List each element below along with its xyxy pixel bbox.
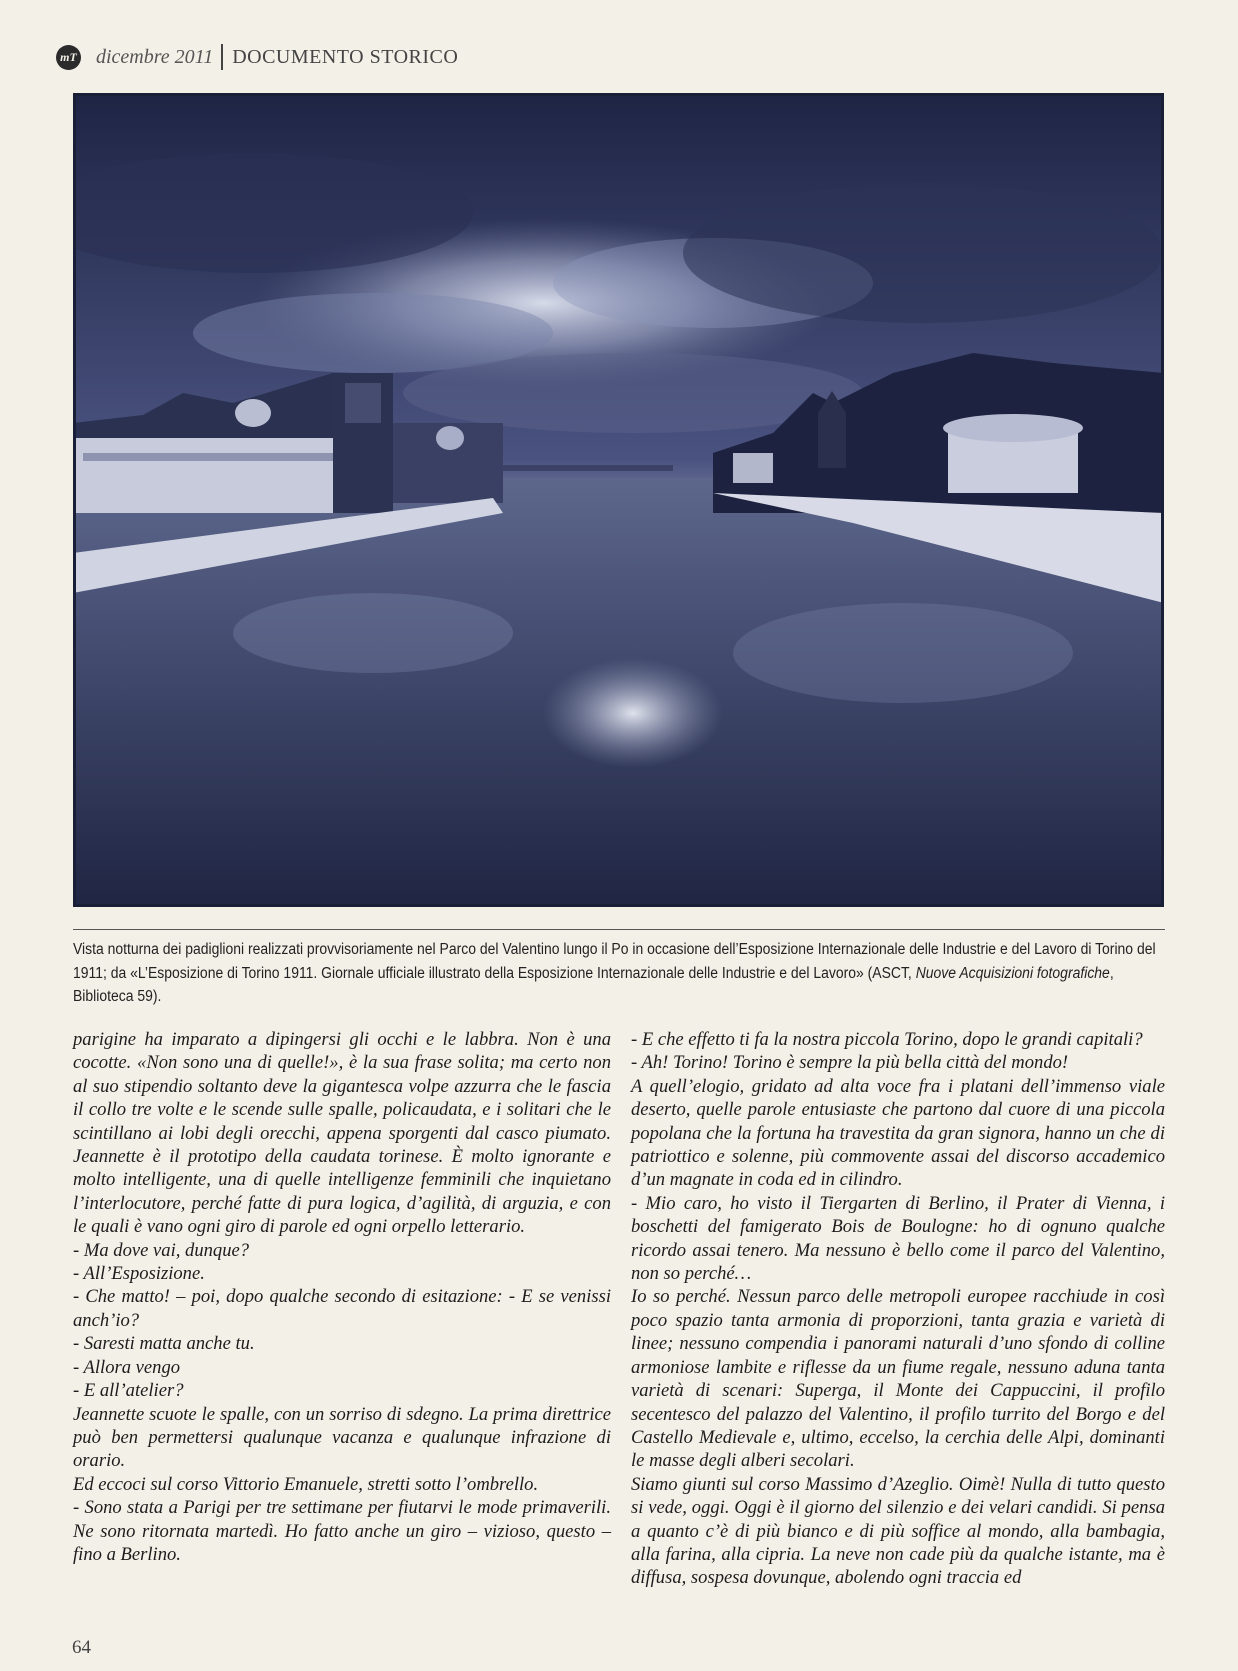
photograph-river-night-scene-icon [73,93,1164,907]
caption-text: Vista notturna dei padiglioni realizzati provvisoriamente nel Parco del Valentino lungo il Po in occasione dell’Esposizione Internazionale delle Industrie e del Lavoro di Torino del 1911; da «L’Esposizione di Torino 1911. Giornale ufficiale illustrato della Esposizione Internazionale delle Industrie e del Lavoro» (ASCT, [73,941,1156,982]
dialogue-line: - All’Esposizione. [73,1263,205,1285]
dialogue-line: - E che effetto ti fa la nostra piccola Torino, dopo le grandi capitali? [631,1029,1143,1050]
page-number: 64 [72,1637,91,1658]
paragraph: A quell’elogio, gridato ad alta voce fra i platani dell’immenso viale deserto, quelle parole entusiaste che partono dal cuore di una piccola popolana che la fortuna ha travestita da gran signora, hanno un che di patriottico e solenne, più commovente assai del discorso accademico d’un magnate in coda ed in cilindro. [631,1075,1165,1191]
magazine-logo-icon: mT [56,45,81,70]
dialogue-line: - Che matto! – poi, dopo qualche secondo di esitazione: - E se venissi anch’io? [73,1286,611,1331]
historical-photograph [73,93,1164,907]
issue-date: dicembre 2011 [96,45,214,68]
caption-italic-source: Nuove Acquisizioni fotografiche [915,964,1110,982]
right-text-column [631,1028,1165,1590]
paragraph: Jeannette scuote le spalle, con un sorriso di sdegno. La prima direttrice può ben permettersi qualunque vacanza e qualunque infrazione di orario. [73,1403,611,1472]
dialogue-line: - Sono stata a Parigi per tre settimane per fiutarvi le mode primaverili. Ne sono ritornata martedì. Ho fatto anche un giro – vizioso, questo – fino a Berlino. [73,1497,611,1565]
page-header [56,42,458,72]
paragraph: Siamo giunti sul corso Massimo d’Azeglio. Oimè! Nulla di tutto questo si vede, oggi. Oggi è il giorno del silenzio e dei velari candidi. Si pensa a quanto c’è di più bianco e di più soffice al mondo, alla bambagia, alla farina, alla cipria. La neve non cade più da qualche istante, ma è diffusa, sospesa dovunque, abolendo ogni traccia ed [631,1473,1165,1589]
dialogue-line: - Mio caro, ho visto il Tiergarten di Berlino, il Prater di Vienna, i boschetti del famigerato Bois de Boulogne: ho di ognuno qualche ricordo assai tenero. Ma nessuno è bello come il parco del Valentino, non so perché… [631,1192,1165,1285]
caption-text-end: , Biblioteca 59). [73,964,1114,1005]
left-text-column [73,1028,611,1566]
dialogue-line: - Saresti matta anche tu. [73,1333,255,1355]
photo-caption [73,938,1165,1009]
section-title: DOCUMENTO STORICO [232,45,459,68]
header-divider [221,44,223,70]
paragraph: Io so perché. Nessun parco delle metropoli europee racchiude in così poco spazio tanta armonia di proporzioni, tanta grazia e varietà di linee; nessuno compendia i panorami naturali d’uno sfondo di colline armoniose lambite e riflesse da un fiume regale, nessuno aduna tanta varietà di scenari: Superga, il Monte dei Cappuccini, il profilo secentesco del palazzo del Valentino, il profilo turrito del Borgo e del Castello Medievale e, ultimo, eccelso, la cerchia delle Alpi, dominanti le masse degli alberi secolari. [631,1286,1165,1472]
dialogue-line: - Allora vengo [73,1356,181,1378]
caption-divider [73,929,1165,930]
dialogue-line: - Ah! Torino! Torino è sempre la più bella città del mondo! [631,1052,1069,1074]
dialogue-line: - E all’atelier? [73,1380,184,1402]
dialogue-line: - Ma dove vai, dunque? [73,1239,250,1261]
paragraph: Ed eccoci sul corso Vittorio Emanuele, stretti sotto l’ombrello. [73,1473,539,1495]
paragraph: parigine ha imparato a dipingersi gli occhi e le labbra. Non è una cocotte. «Non sono una di quelle!», è la sua frase solita; ma certo non al suo stipendio soltanto deve la gigantesca volpe azzurra che le fascia il collo tre volte e le scende sulle spalle, policaudata, e i solitari che le scintillano ai lobi degli orecchi, appena sporgenti dal casco piumato. Jeannette è il prototipo della caudata torinese. È molto ignorante e molto intelligente, una di quelle intelligenze femminili che inquietano l’interlocutore, perché fatte di pura logica, d’agilità, di arguzia, e con le quali è vano ogni giro di parole ed ogni orpello letterario. [73,1029,611,1238]
